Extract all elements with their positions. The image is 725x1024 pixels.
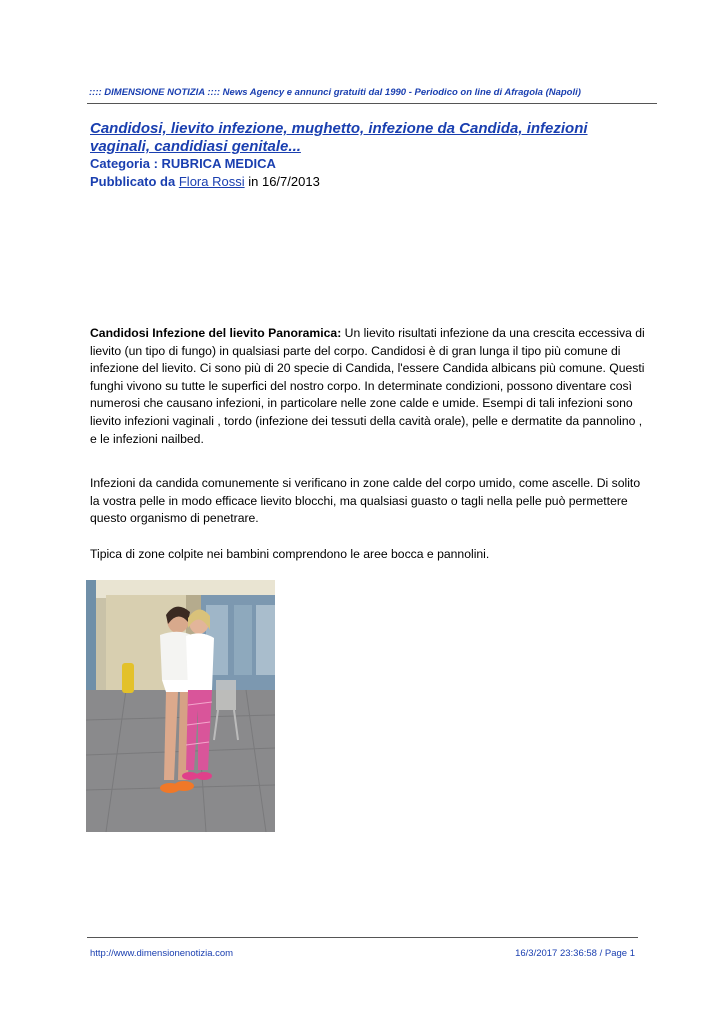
paragraph-lead: Candidosi Infezione del lievito Panoramica: xyxy=(90,326,342,340)
site-header: :::: DIMENSIONE NOTIZIA :::: News Agency e annunci gratuiti dal 1990 - Periodico on line di Afragola (Napoli) xyxy=(89,87,581,98)
article-paragraph-2: Infezioni da candida comunemente si verificano in zone calde del corpo umido, come ascelle. Di solito la vostra pelle in modo efficace lievito blocchi, ma qualsiasi guasto o tagli nella pelle può permettere questo organismo di penetrare. xyxy=(90,476,641,526)
article-paragraph-3: Tipica di zone colpite nei bambini comprendono le aree bocca e pannolini. xyxy=(90,547,490,561)
byline-prefix: Pubblicato da xyxy=(90,174,176,189)
article-category: Categoria : RUBRICA MEDICA xyxy=(90,156,276,171)
article-paragraph-1 xyxy=(90,325,645,448)
publish-date: in 16/7/2013 xyxy=(248,174,320,189)
footer-divider xyxy=(87,937,638,938)
footer-page-info: 16/3/2017 23:36:58 / Page 1 xyxy=(515,948,635,959)
paragraph-text: Un lievito risultati infezione da una crescita eccessiva di lievito (un tipo di fungo) in qualsiasi parte del corpo. Candidosi è di gran lunga il tipo più comune di infezione del lievito. Ci sono più di 20 specie di Candida, l'essere Candida albicans più comune. Questi funghi vivono su tutte le superfici del nostro corpo. In determinate condizioni, possono diventare così numerosi che causano infezioni, in particolare nelle zone calde e umide. Esempi di tali infezioni sono lievito infezioni vaginali , tordo (infezione dei tessuti della cavità orale), pelle e dermatite da pannolino , e le infezioni nailbed. xyxy=(90,326,645,446)
article-photo xyxy=(86,580,275,832)
author-link[interactable]: Flora Rossi xyxy=(178,174,245,189)
article-title[interactable]: Candidosi, lievito infezione, mughetto, infezione da Candida, infezioni vaginali, candidiasi genitale... xyxy=(90,120,588,155)
footer-url[interactable]: http://www.dimensionenotizia.com xyxy=(90,948,234,959)
header-divider xyxy=(87,103,657,104)
photo-illustration xyxy=(86,580,275,832)
article-byline xyxy=(90,173,320,190)
